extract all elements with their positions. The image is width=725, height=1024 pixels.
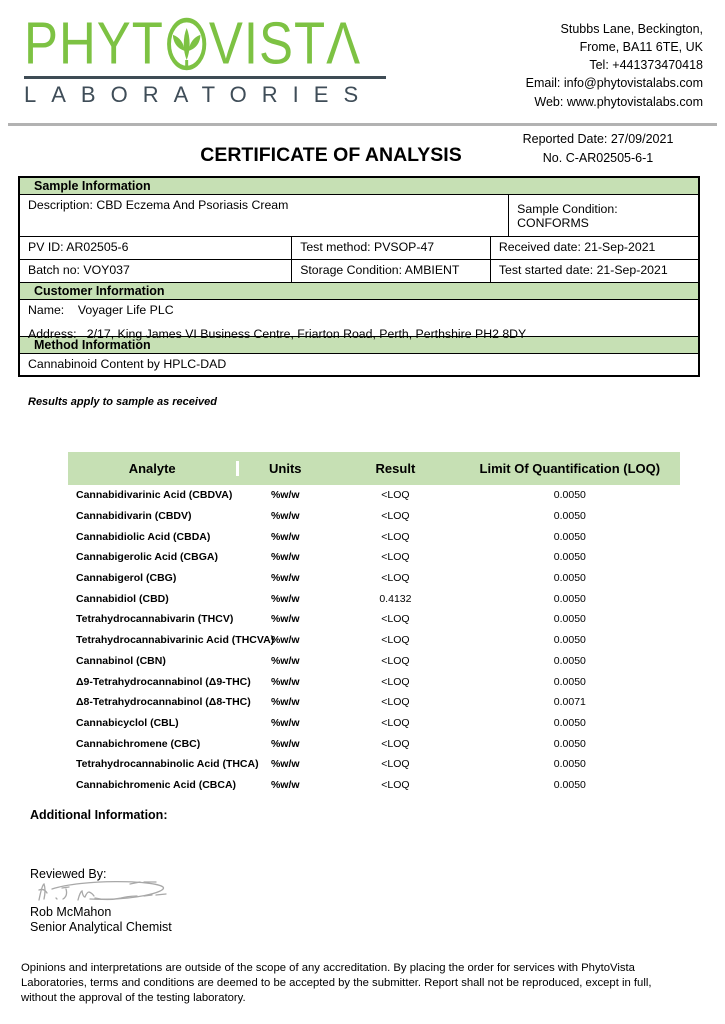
- units-cell: %w/w: [270, 737, 300, 750]
- reviewer-name: Rob McMahon: [30, 905, 112, 919]
- loq-cell: 0.0050: [553, 716, 586, 729]
- results-body: [68, 485, 680, 795]
- customer-address: Address: 2/17, King James VI Business Centre, Friarton Road, Perth, Perthshire PH2 8DY: [28, 327, 527, 341]
- analyte-cell: Cannabigerol (CBG): [76, 572, 177, 585]
- analyte-cell: Δ8-Tetrahydrocannabinol (Δ8-THC): [76, 696, 251, 709]
- analyte-cell: Tetrahydrocannabivarinic Acid (THCVA): [76, 634, 275, 647]
- loq-cell: 0.0050: [553, 737, 586, 750]
- units-cell: %w/w: [270, 530, 300, 543]
- analyte-cell: Cannabidivarinic Acid (CBDVA): [76, 489, 233, 502]
- column-header-analyte: Analyte: [68, 461, 239, 476]
- report-meta: [489, 130, 707, 169]
- column-header-result: Result: [375, 461, 416, 476]
- pv-id: PV ID: AR02505-6: [28, 240, 129, 254]
- report-number: No. C-AR02505-6-1: [542, 151, 654, 166]
- loq-cell: 0.0050: [553, 634, 586, 647]
- customer-name: Name: Voyager Life PLC: [28, 303, 174, 317]
- result-cell: <LOQ: [381, 654, 410, 667]
- table-row: [68, 671, 680, 692]
- table-row: [68, 651, 680, 672]
- contact-line-tel: Tel: +441373470418: [589, 58, 703, 73]
- result-cell: <LOQ: [381, 572, 410, 585]
- analyte-cell: Cannabidiolic Acid (CBDA): [76, 530, 211, 543]
- table-row: [68, 630, 680, 651]
- table-row: [68, 506, 680, 527]
- units-cell: %w/w: [270, 675, 300, 688]
- analyte-cell: Cannabinol (CBN): [76, 654, 166, 667]
- contact-line-email: Email: info@phytovistalabs.com: [525, 76, 703, 91]
- units-cell: %w/w: [270, 778, 300, 791]
- loq-cell: 0.0050: [553, 654, 586, 667]
- result-cell: <LOQ: [381, 530, 410, 543]
- table-row: [68, 713, 680, 734]
- loq-cell: 0.0050: [553, 675, 586, 688]
- sample-condition: Sample Condition: CONFORMS: [508, 195, 698, 236]
- reviewed-by-label: Reviewed By:: [30, 867, 107, 881]
- contact-line-address2: Frome, BA11 6TE, UK: [579, 40, 703, 55]
- result-cell: <LOQ: [381, 510, 410, 523]
- result-cell: <LOQ: [381, 489, 410, 502]
- method-description: Cannabinoid Content by HPLC-DAD: [28, 357, 227, 371]
- units-cell: %w/w: [270, 613, 300, 626]
- result-cell: 0.4132: [379, 592, 412, 605]
- test-method: Test method: PVSOP-47: [291, 237, 490, 259]
- page-title: CERTIFICATE OF ANALYSIS: [200, 144, 462, 166]
- sample-batch-row: [20, 260, 698, 283]
- result-cell: <LOQ: [381, 716, 410, 729]
- logo-brand-part2: VIST: [208, 10, 327, 78]
- table-row: [68, 775, 680, 796]
- sample-description-row: [20, 195, 698, 237]
- table-row: [68, 692, 680, 713]
- reported-date: Reported Date: 27/09/2021: [522, 132, 674, 146]
- section-header-customer-information: Customer Information: [20, 283, 698, 300]
- column-header-loq: Limit Of Quantification (LOQ): [479, 461, 661, 476]
- loq-cell: 0.0050: [553, 530, 586, 543]
- logo-brand-part1: PHYT: [24, 10, 164, 78]
- leaf-in-circle-icon: [165, 17, 208, 72]
- received-date: Received date: 21-Sep-2021: [490, 237, 698, 259]
- loq-cell: 0.0050: [553, 778, 586, 791]
- result-cell: <LOQ: [381, 696, 410, 709]
- sample-description: Description: CBD Eczema And Psoriasis Cream: [28, 198, 289, 212]
- reviewer-title: Senior Analytical Chemist: [30, 920, 172, 934]
- loq-cell: 0.0050: [553, 572, 586, 585]
- analyte-cell: Cannabichromene (CBC): [76, 737, 201, 750]
- analyte-cell: Cannabidiol (CBD): [76, 592, 169, 605]
- analyte-cell: Δ9-Tetrahydrocannabinol (Δ9-THC): [76, 675, 251, 688]
- analyte-cell: Cannabichromenic Acid (CBCA): [76, 778, 237, 791]
- table-row: [68, 588, 680, 609]
- column-header-units: Units: [269, 461, 302, 476]
- contact-line-address1: Stubbs Lane, Beckington,: [560, 22, 703, 36]
- units-cell: %w/w: [270, 551, 300, 564]
- table-row: [68, 485, 680, 506]
- units-cell: %w/w: [270, 592, 300, 605]
- storage-condition: Storage Condition: AMBIENT: [291, 260, 490, 282]
- loq-cell: 0.0050: [553, 510, 586, 523]
- table-row: [68, 609, 680, 630]
- phytovista-logo: [24, 10, 392, 108]
- signature-image: [32, 877, 192, 907]
- analyte-cell: Cannabigerolic Acid (CBGA): [76, 551, 218, 564]
- logo-brand-text: [24, 10, 385, 78]
- loq-cell: 0.0050: [553, 489, 586, 502]
- results-header-row: [68, 452, 680, 485]
- units-cell: %w/w: [270, 716, 300, 729]
- units-cell: %w/w: [270, 634, 300, 647]
- table-row: [68, 733, 680, 754]
- sample-ids-row: [20, 237, 698, 260]
- batch-no: Batch no: VOY037: [28, 263, 130, 277]
- loq-cell: 0.0050: [553, 758, 586, 771]
- results-table: [68, 452, 680, 795]
- footer-disclaimer: Opinions and interpretations are outside of the scope of any accreditation. By placing the order for services with PhytoVista Laboratories, terms and conditions are deemed to be accepted by the submitter. Report shall not be reproduced, except in full, without the approval of the testing laboratory.: [21, 962, 652, 1004]
- logo-brand-part3: Λ: [326, 10, 362, 78]
- customer-details-cell: [20, 300, 698, 341]
- analyte-cell: Cannabidivarin (CBDV): [76, 510, 192, 523]
- units-cell: %w/w: [270, 654, 300, 667]
- units-cell: %w/w: [270, 510, 300, 523]
- loq-cell: 0.0050: [553, 551, 586, 564]
- info-table: [18, 176, 700, 377]
- header-divider: [8, 123, 717, 126]
- loq-cell: 0.0050: [553, 613, 586, 626]
- result-cell: <LOQ: [381, 778, 410, 791]
- test-started-date: Test started date: 21-Sep-2021: [490, 260, 698, 282]
- result-cell: <LOQ: [381, 737, 410, 750]
- result-cell: <LOQ: [381, 551, 410, 564]
- units-cell: %w/w: [270, 489, 300, 502]
- loq-cell: 0.0050: [553, 592, 586, 605]
- result-cell: <LOQ: [381, 675, 410, 688]
- section-header-sample-information: Sample Information: [20, 178, 698, 195]
- logo-subtitle: LABORATORIES: [24, 82, 374, 107]
- section-header-method-information: Method Information: [20, 337, 698, 354]
- table-row: [68, 754, 680, 775]
- units-cell: %w/w: [270, 572, 300, 585]
- additional-information-label: Additional Information:: [30, 808, 168, 822]
- results-note: Results apply to sample as received: [28, 396, 217, 408]
- result-cell: <LOQ: [381, 613, 410, 626]
- units-cell: %w/w: [270, 696, 300, 709]
- units-cell: %w/w: [270, 758, 300, 771]
- result-cell: <LOQ: [381, 634, 410, 647]
- table-row: [68, 568, 680, 589]
- result-cell: <LOQ: [381, 758, 410, 771]
- analyte-cell: Tetrahydrocannabivarin (THCV): [76, 613, 234, 626]
- contact-line-web: Web: www.phytovistalabs.com: [534, 94, 703, 109]
- loq-cell: 0.0071: [553, 696, 586, 709]
- table-row: [68, 547, 680, 568]
- lab-contact-block: [526, 20, 703, 111]
- analyte-cell: Tetrahydrocannabinolic Acid (THCA): [76, 758, 259, 771]
- analyte-cell: Cannabicyclol (CBL): [76, 716, 179, 729]
- table-row: [68, 526, 680, 547]
